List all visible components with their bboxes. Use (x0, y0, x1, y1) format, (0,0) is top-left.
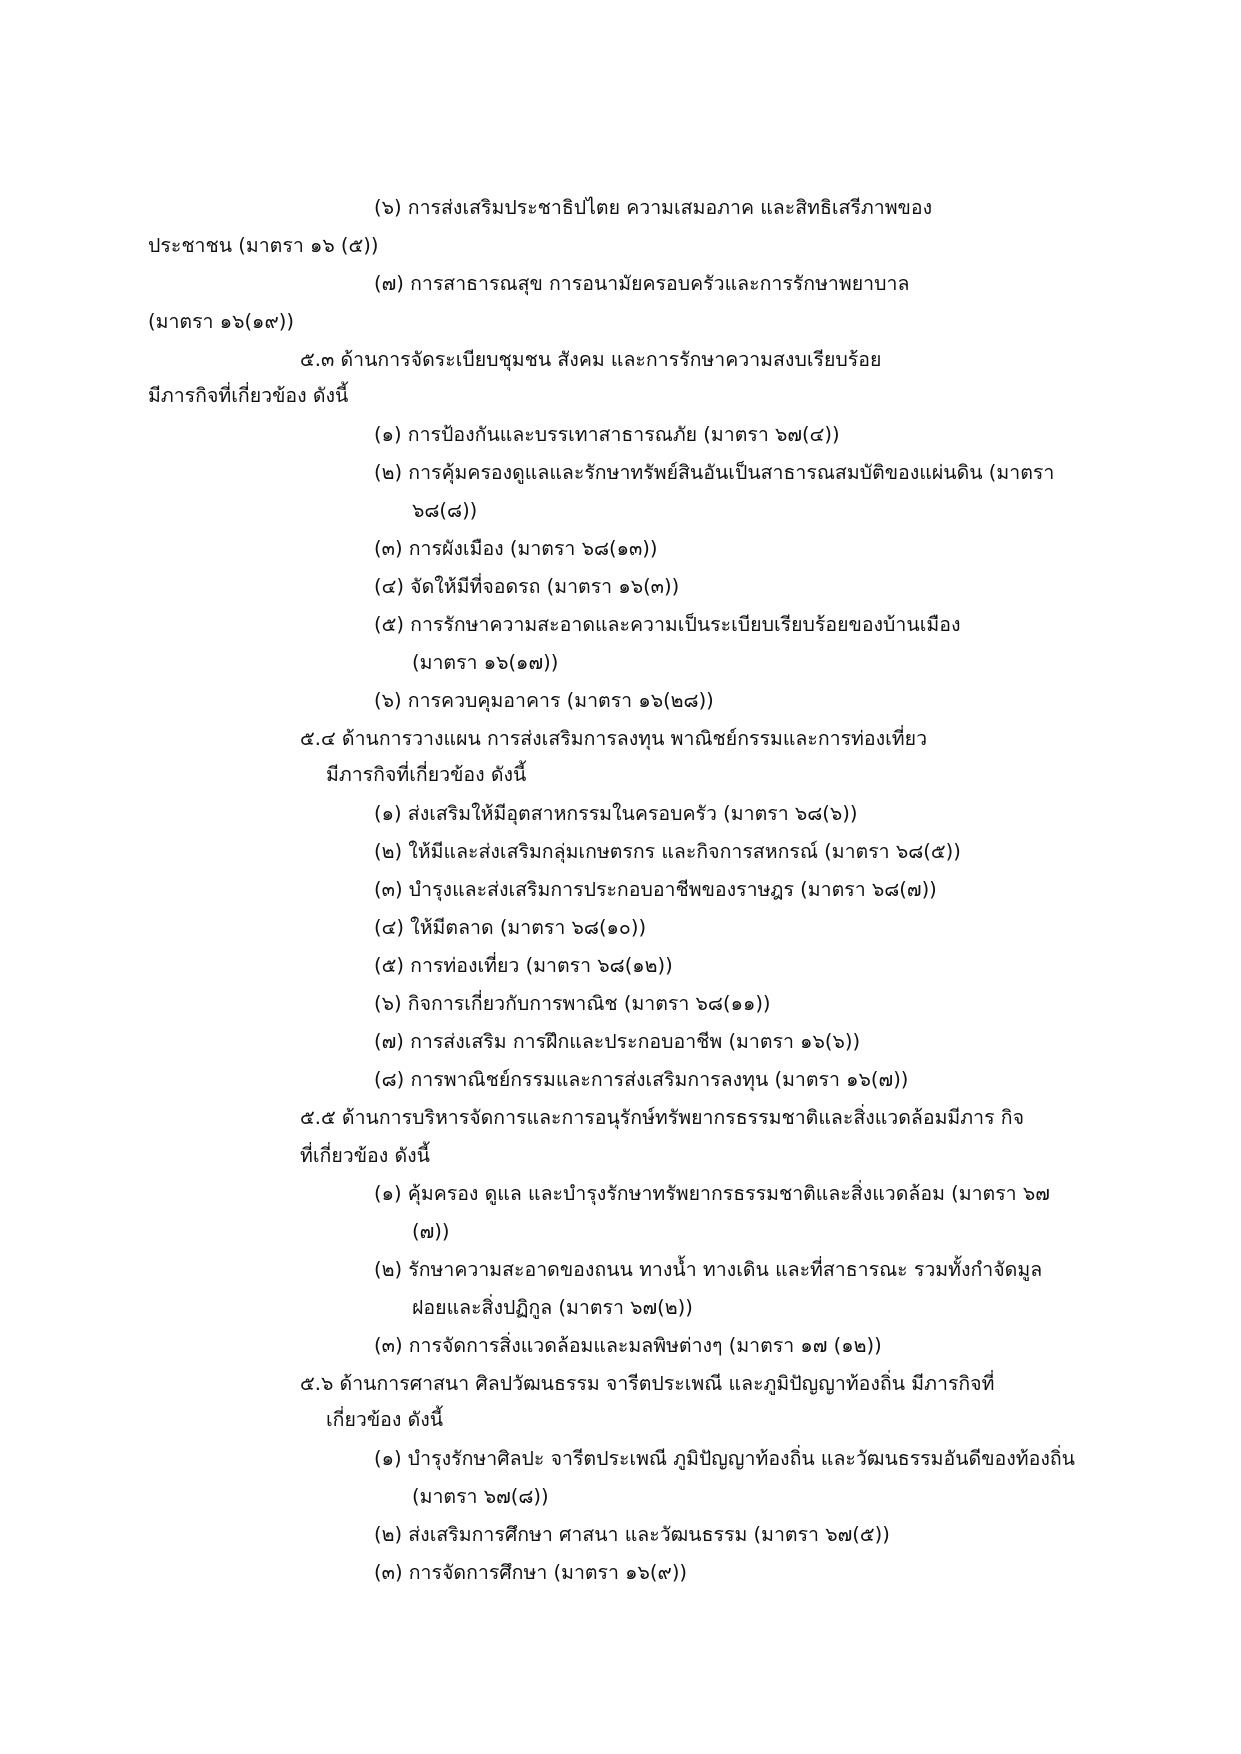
text-line: ฝอยและสิ่งปฏิกูล (มาตรา ๖๗(๒)) (412, 1296, 693, 1319)
text-line: มีภารกิจที่เกี่ยวข้อง ดังนี้ (148, 384, 349, 407)
text-line: (มาตรา ๑๖(๑๗)) (412, 651, 559, 674)
list-item: (๑) ส่งเสริมให้มีอุตสาหกรรมในครอบครัว (มาตรา ๖๘(๖)) (374, 802, 858, 825)
text-line: (๖) การส่งเสริมประชาธิปไตย ความเสมอภาค และสิทธิเสรีภาพของ (374, 196, 933, 219)
list-item: (๔) ให้มีตลาด (มาตรา ๖๘(๑๐)) (374, 916, 647, 939)
text-line: (มาตรา ๑๖(๑๙)) (148, 310, 294, 333)
list-item: (๔) จัดให้มีที่จอดรถ (มาตรา ๑๖(๓)) (374, 575, 680, 598)
text-line: (๗)) (412, 1220, 450, 1243)
text-line: ที่เกี่ยวข้อง ดังนี้ (300, 1144, 430, 1167)
list-item: (๒) ให้มีและส่งเสริมกลุ่มเกษตรกร และกิจการสหกรณ์ (มาตรา ๖๘(๕)) (374, 840, 961, 863)
list-item: (๑) คุ้มครอง ดูแล และบำรุงรักษาทรัพยากรธรรมชาติและสิ่งแวดล้อม (มาตรา ๖๗ (374, 1182, 1050, 1205)
list-item: (๑) การป้องกันและบรรเทาสาธารณภัย (มาตรา ๖๗(๔)) (374, 423, 840, 446)
list-item: (๖) กิจการเกี่ยวกับการพาณิช (มาตรา ๖๘(๑๑)) (374, 992, 771, 1015)
list-item: (๕) การท่องเที่ยว (มาตรา ๖๘(๑๒)) (374, 954, 673, 977)
text-line: ประชาชน (มาตรา ๑๖ (๕)) (148, 234, 379, 257)
section-heading-5-6: ๕.๖ ด้านการศาสนา ศิลปวัฒนธรรม จารีตประเพณี และภูมิปัญญาท้องถิ่น มีภารกิจที่ (300, 1372, 995, 1395)
text-line: ๖๘(๘)) (412, 499, 478, 522)
list-item: (๓) การจัดการศึกษา (มาตรา ๑๖(๙)) (374, 1561, 688, 1584)
text-line: (มาตรา ๖๗(๘)) (412, 1485, 549, 1508)
list-item: (๗) การส่งเสริม การฝึกและประกอบอาชีพ (มาตรา ๑๖(๖)) (374, 1030, 861, 1053)
section-heading-5-4: ๕.๔ ด้านการวางแผน การส่งเสริมการลงทุน พาณิชย์กรรมและการท่องเที่ยว (300, 727, 928, 750)
list-item: (๒) รักษาความสะอาดของถนน ทางน้ำ ทางเดิน และที่สาธารณะ รวมทั้งกำจัดมูล (374, 1258, 1043, 1281)
section-heading-5-3: ๕.๓ ด้านการจัดระเบียบชุมชน สังคม และการรักษาความสงบเรียบร้อย (300, 348, 882, 371)
text-line: มีภารกิจที่เกี่ยวข้อง ดังนี้ (326, 763, 527, 786)
text-line: เกี่ยวข้อง ดังนี้ (326, 1408, 444, 1431)
list-item: (๒) ส่งเสริมการศึกษา ศาสนา และวัฒนธรรม (มาตรา ๖๗(๕)) (374, 1523, 890, 1546)
section-heading-5-5: ๕.๕ ด้านการบริหารจัดการและการอนุรักษ์ทรัพยากรธรรมชาติและสิ่งแวดล้อมมีภาร กิจ (300, 1106, 1024, 1129)
list-item: (๓) บำรุงและส่งเสริมการประกอบอาชีพของราษฎร (มาตรา ๖๘(๗)) (374, 878, 937, 901)
list-item: (๕) การรักษาความสะอาดและความเป็นระเบียบเรียบร้อยของบ้านเมือง (374, 613, 961, 636)
list-item: (๒) การคุ้มครองดูแลและรักษาทรัพย์สินอันเป็นสาธารณสมบัติของแผ่นดิน (มาตรา (374, 461, 1055, 484)
list-item: (๖) การควบคุมอาคาร (มาตรา ๑๖(๒๘)) (374, 689, 714, 712)
list-item: (๓) การจัดการสิ่งแวดล้อมและมลพิษต่างๆ (มาตรา ๑๗ (๑๒)) (374, 1334, 882, 1357)
list-item: (๓) การผังเมือง (มาตรา ๖๘(๑๓)) (374, 537, 658, 560)
list-item: (๑) บำรุงรักษาศิลปะ จารีตประเพณี ภูมิปัญญาท้องถิ่น และวัฒนธรรมอันดีของท้องถิ่น (374, 1447, 1075, 1470)
text-line: (๗) การสาธารณสุข การอนามัยครอบครัวและการรักษาพยาบาล (374, 272, 910, 295)
list-item: (๘) การพาณิชย์กรรมและการส่งเสริมการลงทุน (มาตรา ๑๖(๗)) (374, 1068, 909, 1091)
